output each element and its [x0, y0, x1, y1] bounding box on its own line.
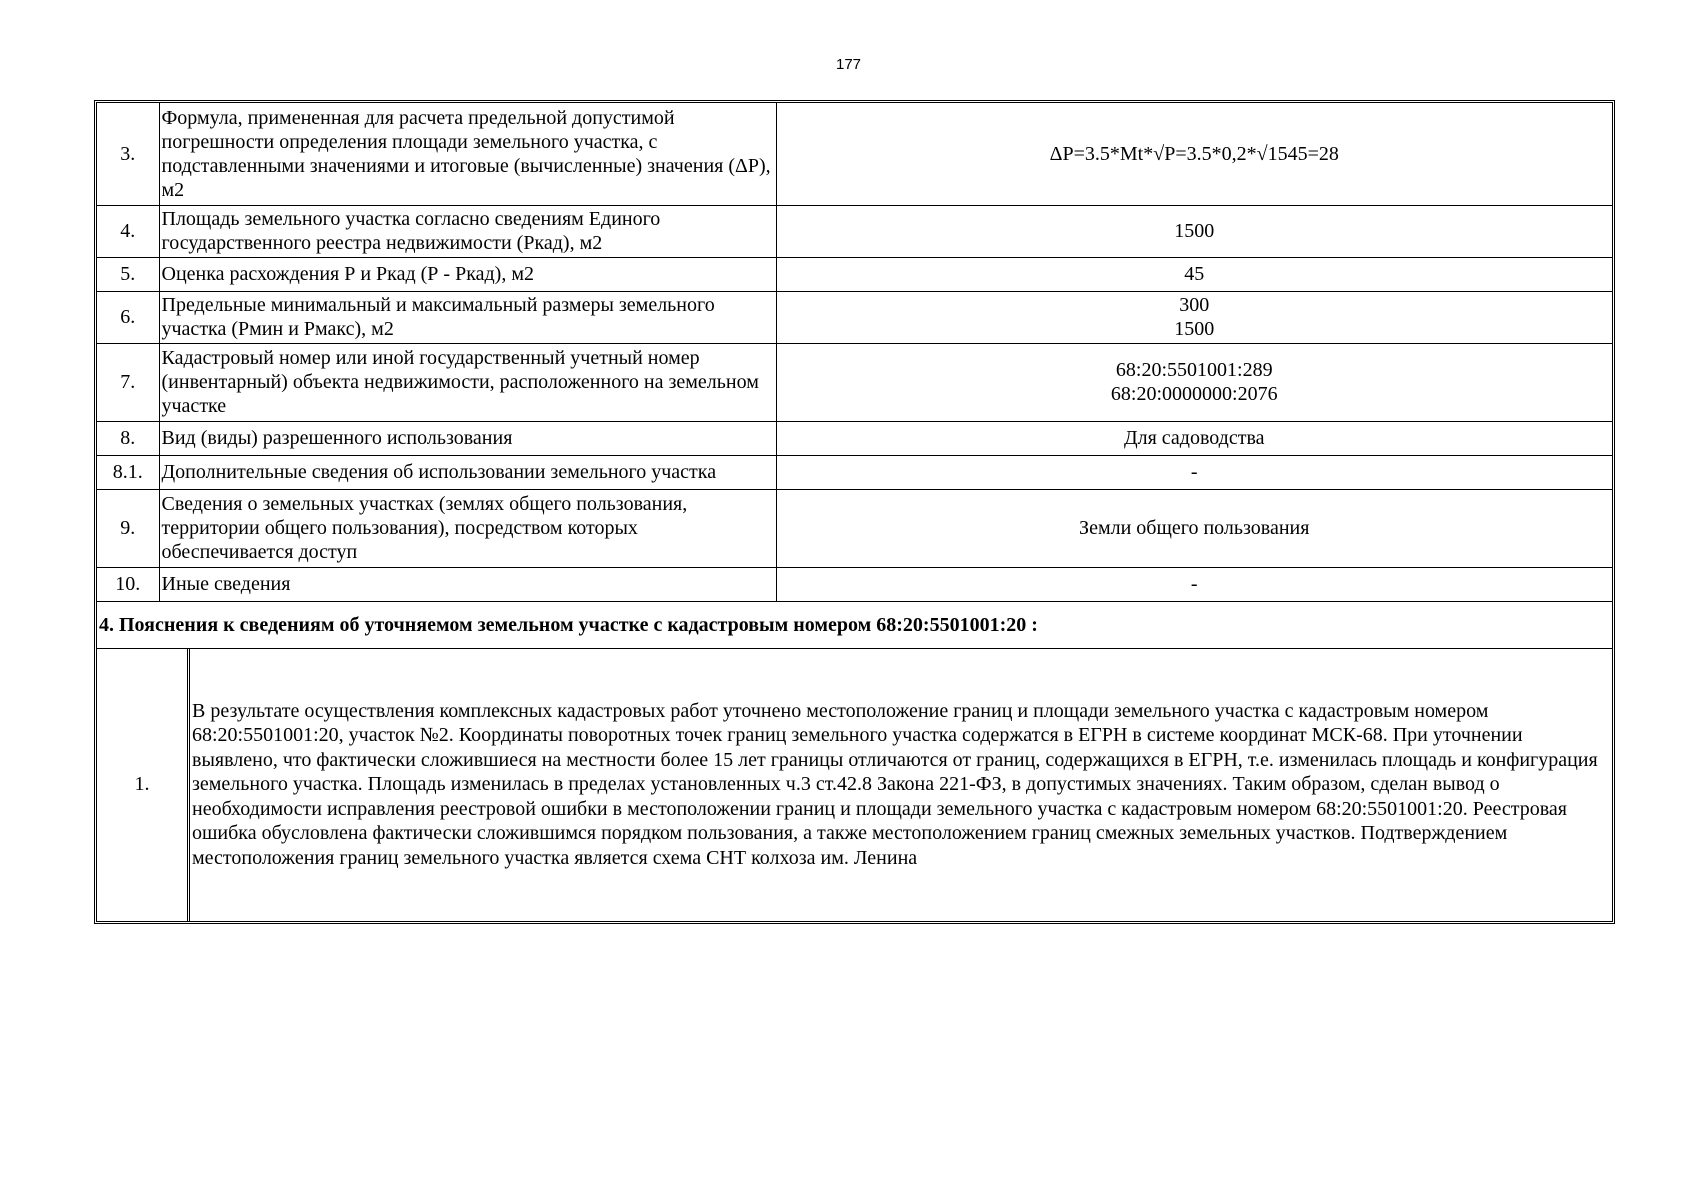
- difference-value: 45: [1184, 263, 1205, 285]
- min-size-value: 300: [1179, 294, 1210, 316]
- section-4-title: 4. Пояснения к сведениям об уточняемом земельном участке с кадастровым номером 68:20:5501001:20 :: [97, 601, 1612, 648]
- section-4-header-row: [97, 601, 1612, 648]
- row-value: [776, 455, 1612, 489]
- other-info-value: -: [1190, 573, 1198, 595]
- row-value: [776, 205, 1612, 257]
- table-row-8-1: [97, 455, 1612, 489]
- row-value: [776, 103, 1612, 205]
- cadastral-number-1: 68:20:5501001:289: [1115, 359, 1273, 381]
- table-row-9: [97, 489, 1612, 567]
- row-number: 5.: [97, 257, 159, 291]
- row-value: [776, 291, 1612, 343]
- row-number: 8.1.: [97, 455, 159, 489]
- table-row-8: [97, 421, 1612, 455]
- formula-value: ΔP=3.5*Mt*√P=3.5*0,2*√1545=28: [1049, 142, 1339, 165]
- row-number: 6.: [97, 291, 159, 343]
- row-value: [776, 421, 1612, 455]
- row-number: 3.: [97, 103, 159, 205]
- section-4-row: [97, 649, 1612, 921]
- row-number: 7.: [97, 343, 159, 421]
- row-value: [776, 343, 1612, 421]
- section-4-table: [97, 649, 1612, 921]
- row-description: Кадастровый номер или иной государственный учетный номер (инвентарный) объекта недвижимости, расположенного на земельном участке: [159, 343, 776, 421]
- additional-use-value: -: [1190, 461, 1198, 483]
- row-description: Площадь земельного участка согласно сведениям Единого государственного реестра недвижимости (Ркад), м2: [159, 205, 776, 257]
- area-value: 1500: [1174, 220, 1215, 242]
- table-row-5: [97, 257, 1612, 291]
- details-table: [97, 103, 1612, 649]
- table-row-6: [97, 291, 1612, 343]
- row-number: 4.: [97, 205, 159, 257]
- row-description: Дополнительные сведения об использовании земельного участка: [159, 455, 776, 489]
- table-row-3: [97, 103, 1612, 205]
- table-row-10: [97, 567, 1612, 601]
- access-value: Земли общего пользования: [1079, 517, 1310, 539]
- row-value: [776, 489, 1612, 567]
- row-description: Вид (виды) разрешенного использования: [159, 421, 776, 455]
- page-number: 177: [835, 56, 862, 73]
- row-number: 9.: [97, 489, 159, 567]
- row-description: Оценка расхождения Р и Ркад (Р - Ркад), м2: [159, 257, 776, 291]
- row-description: Сведения о земельных участках (землях общего пользования, территории общего пользования), посредством которых обеспечивается доступ: [159, 489, 776, 567]
- row-number: 10.: [97, 567, 159, 601]
- max-size-value: 1500: [1174, 318, 1215, 340]
- row-value: [776, 257, 1612, 291]
- section-4-row-number: 1.: [97, 649, 189, 921]
- row-description: Иные сведения: [159, 567, 776, 601]
- cadastral-info-table: [94, 100, 1615, 924]
- row-number: 8.: [97, 421, 159, 455]
- section-4-explanation-text: В результате осуществления комплексных кадастровых работ уточнено местоположение границ и площади земельного участка с кадастровым номером 68:20:5501001:20, участок №2. Координаты поворотных точек границ земельного участка содержатся в ЕГРН в системе координат МСК-68. При уточнении выявлено, что фактически сложившиеся на местности более 15 лет границы отличаются от границ, содержащихся в ЕГРН, т.е. изменилась площадь и конфигурация земельного участка. Площадь изменилась в пределах установленных ч.3 ст.42.8 Закона 221-ФЗ, в допустимых значениях. Таким образом, сделан вывод о необходимости исправления реестровой ошибки в местоположении границ и площади земельного участка с кадастровым номером 68:20:5501001:20. Реестровая ошибка обусловлена фактически сложившимся порядком пользования, а также местоположением границ смежных земельных участков. Подтверждением местоположения границ земельного участка является схема СНТ колхоза им. Ленина: [189, 649, 1613, 921]
- permitted-use-value: Для садоводства: [1123, 427, 1265, 449]
- table-row-7: [97, 343, 1612, 421]
- row-description: Формула, примененная для расчета предельной допустимой погрешности определения площади земельного участка, с подставленными значениями и итоговые (вычисленные) значения (ΔP), м2: [159, 103, 776, 205]
- cadastral-number-2: 68:20:0000000:2076: [1110, 383, 1278, 405]
- row-value: [776, 567, 1612, 601]
- row-description: Предельные минимальный и максимальный размеры земельного участка (Рмин и Рмакс), м2: [159, 291, 776, 343]
- table-row-4: [97, 205, 1612, 257]
